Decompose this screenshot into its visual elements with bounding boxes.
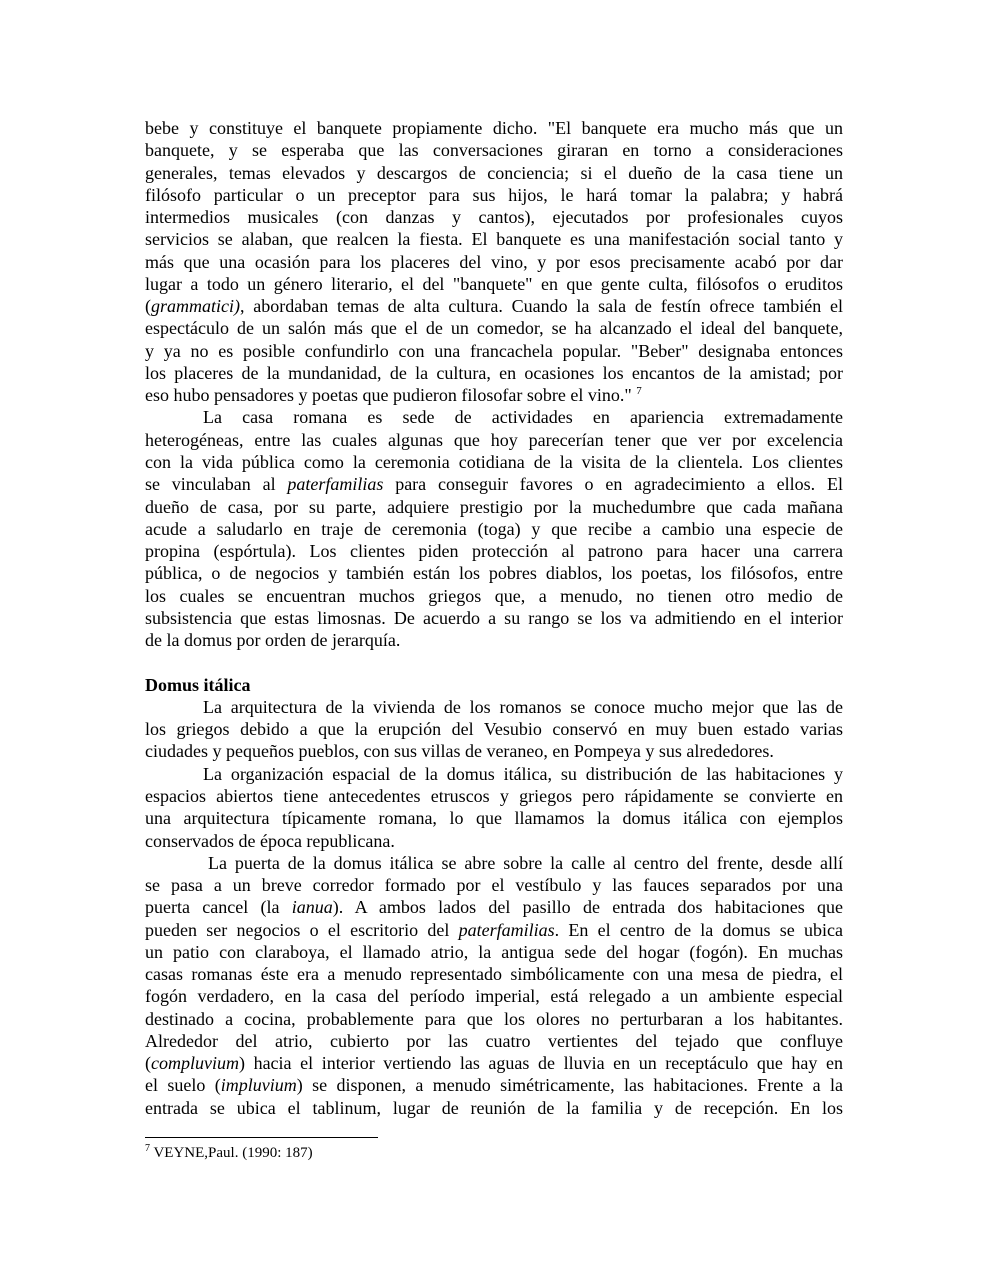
text-segment: Alrededor del atrio, cubierto por las cuatro vertientes del tejado que confluye [145,1030,843,1051]
text-line [145,540,843,562]
text-segment: fogón verdadero, en la casa del período imperial, está relegado a un ambiente especial [145,986,843,1007]
text-line [145,206,843,228]
text-line [145,295,843,317]
text-segment: generales, temas elevados y descargos de conciencia; si el dueño de la casa tiene un [145,162,843,183]
text-segment: un patio con claraboya, el llamado atrio, la antigua sede del hogar (fogón). En muchas [145,941,843,962]
text-segment: La puerta de la domus itálica se abre sobre la calle al centro del frente, desde allí [208,852,843,873]
text-line [145,807,843,829]
text-segment: La arquitectura de la vivienda de los romanos se conoce mucho mejor que las de [203,696,843,717]
text-segment: . En el centro de la domus se ubica [554,919,844,940]
text-segment: una arquitectura típicamente romana, lo que llamamos la domus itálica con ejemplos [145,808,843,829]
text-segment: los griegos debido a que la erupción del Vesubio conservó en muy buen estado varias [145,719,843,740]
text-segment: ) hacia el interior vertiendo las aguas de lluvia en un receptáculo que hay en [238,1053,843,1074]
text-segment: banquete, y se esperaba que las conversaciones giraran en torno a consideraciones [145,140,843,161]
text-segment: La casa romana es sede de actividades en apariencia extremadamente [203,407,843,428]
text-line [145,1052,843,1074]
paragraph [145,696,843,763]
text-line [145,384,843,406]
italic-text: impluvium [220,1075,297,1096]
text-line [145,117,843,139]
text-segment: ( [145,296,151,317]
text-line [145,696,843,718]
text-line [145,228,843,250]
text-line [145,585,843,607]
italic-text: compluvium [151,1053,239,1074]
italic-text: grammatici) [151,296,240,317]
text-segment: de la domus por orden de jerarquía. [145,630,401,651]
footnote [145,1143,313,1163]
text-segment: espectáculo de un salón más que el de un comedor, se ha alcanzado el ideal del banquete, [145,318,843,339]
text-segment: ) se disponen, a menudo simétricamente, las habitaciones. Frente a la [296,1075,843,1096]
text-line [145,496,843,518]
text-line [145,985,843,1007]
text-segment: servicios se alaban, que realcen la fiesta. El banquete es una manifestación social tanto y [145,229,843,250]
text-line [145,740,843,762]
text-segment: , abordaban temas de alta cultura. Cuando la sala de festín ofrece también el [240,296,843,317]
text-segment: filósofo particular o un preceptor para sus hijos, le hará tomar la palabra; y habrá [145,184,843,205]
text-segment: se vinculaban al [145,474,288,495]
text-line [145,362,843,384]
text-segment: Domus itálica [145,674,251,695]
text-line [145,518,843,540]
text-line [145,718,843,740]
footnote-text: VEYNE,Paul. (1990: 187) [150,1145,313,1161]
text-segment: acude a saludarlo en traje de ceremonia (toga) y que recibe a cambio una especie de [145,518,843,539]
section-heading [145,674,843,696]
italic-text: ianua [291,897,333,918]
document-body [145,117,843,1119]
text-segment: propina (espórtula). Los clientes piden protección al patrono para hacer una carrera [145,541,843,562]
blank-line [145,651,843,673]
text-line [145,251,843,273]
text-line [145,429,843,451]
text-segment: entrada se ubica el tablinum, lugar de reunión de la familia y de recepción. En los [145,1097,843,1118]
text-line [145,473,843,495]
text-segment: heterogéneas, entre las cuales algunas que hoy parecerían tener que ver por excelencia [145,429,843,450]
text-line [145,919,843,941]
text-line [145,607,843,629]
text-line [145,184,843,206]
text-segment: los cuales se encuentran muchos griegos que, a menudo, no tienen otro medio de [145,585,843,606]
text-segment: subsistencia que estas limosnas. De acuerdo a su rango se los va admitiendo en el interior [145,607,843,628]
text-segment: pública, o de negocios y también están los pobres diablos, los poetas, los filósofos, entre [145,563,843,584]
paragraph [145,763,843,852]
text-line [145,406,843,428]
paragraph [145,117,843,406]
text-segment: los placeres de la mundanidad, de la cultura, en ocasiones los encantos de la amistad; por [145,362,843,383]
text-segment: bebe y constituye el banquete propiamente dicho. "El banquete era mucho más que un [145,118,843,138]
text-segment: más que una ocasión para los placeres del vino, y por esos precisamente acabó por dar [145,251,843,272]
text-segment: pueden ser negocios o el escritorio del [145,919,459,940]
text-segment: con la vida pública como la ceremonia cotidiana de la visita de la clientela. Los clientes [145,451,843,472]
text-segment: puerta cancel (la [145,897,292,918]
text-segment: dueño de casa, por su parte, adquiere prestigio por la muchedumbre que cada mañana [145,496,843,517]
text-segment: ciudades y pequeños pueblos, con sus villas de veraneo, en Pompeya y sus alrededores. [145,741,774,762]
text-segment: destinado a cocina, probablemente para que los olores no perturbaran a los habitantes. [145,1008,843,1029]
text-line [145,852,843,874]
text-line [145,562,843,584]
footnote-number: 7 [145,1143,150,1154]
footnote-separator [145,1137,378,1138]
text-segment: se pasa a un breve corredor formado por el vestíbulo y las fauces separados por una [145,875,843,896]
text-line [145,874,843,896]
text-line [145,162,843,184]
italic-text: paterfamilias [287,474,384,495]
text-line [145,896,843,918]
text-segment: espacios abiertos tiene antecedentes etruscos y griegos pero rápidamente se convierte en [145,785,843,806]
text-line [145,785,843,807]
text-segment: para conseguir favores o en agradecimiento a ellos. El [383,474,843,495]
text-line [145,963,843,985]
text-line [145,629,843,651]
text-segment: casas romanas éste era a menudo representado simbólicamente con una mesa de piedra, el [145,964,843,985]
text-segment: eso hubo pensadores y poetas que pudieron filosofar sobre el vino." [145,385,637,406]
text-segment: La organización espacial de la domus itálica, su distribución de las habitaciones y [203,763,843,784]
text-line [145,1097,843,1119]
text-line [145,451,843,473]
text-line [145,340,843,362]
text-segment: conservados de época republicana. [145,830,395,851]
footnote-reference: 7 [636,385,642,398]
paragraph [145,406,843,651]
text-line [145,763,843,785]
italic-text: paterfamilias [458,919,555,940]
text-line [145,317,843,339]
text-line [145,1030,843,1052]
text-segment: el suelo ( [145,1075,221,1096]
paragraph [145,852,843,1119]
text-line [145,674,843,696]
text-line [145,1074,843,1096]
text-line [145,830,843,852]
text-segment: lugar a todo un género literario, el del "banquete" en que gente culta, filósofos o eruditos [145,273,843,294]
text-line [145,139,843,161]
text-segment: intermedios musicales (con danzas y cantos), ejecutados por profesionales cuyos [145,207,843,228]
text-segment: ). A ambos lados del pasillo de entrada dos habitaciones que [332,897,843,918]
text-line [145,941,843,963]
text-segment: y ya no es posible confundirlo con una francachela popular. "Beber" designaba entonces [145,340,843,361]
text-line [145,651,843,673]
text-segment: ( [145,1053,151,1074]
text-line [145,1008,843,1030]
text-line [145,273,843,295]
